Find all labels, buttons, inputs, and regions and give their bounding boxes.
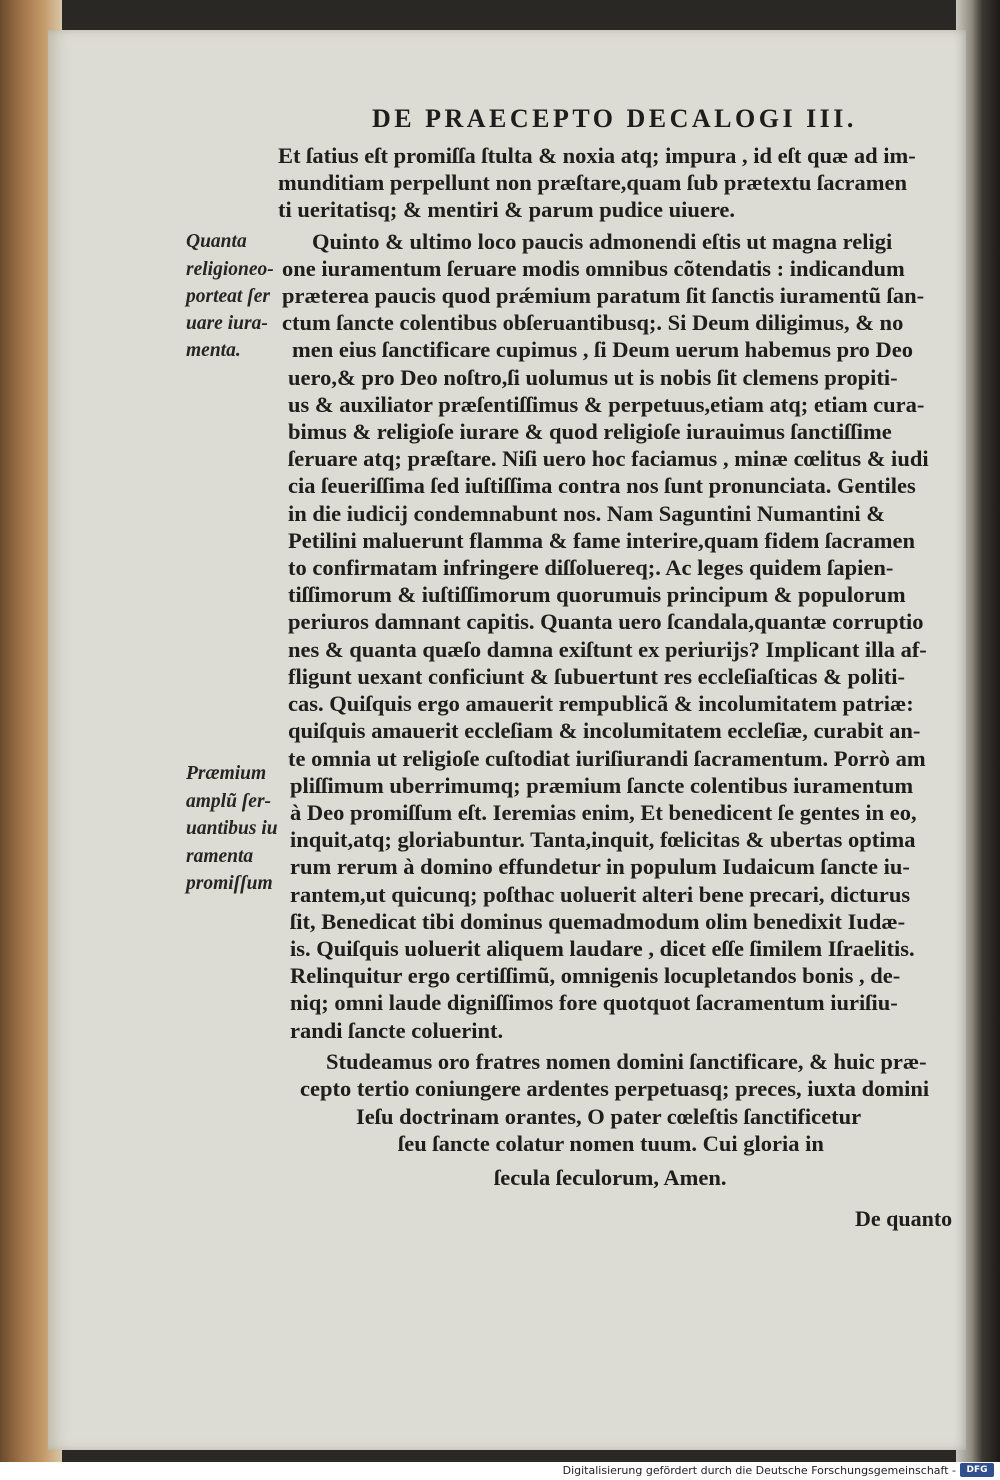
body-line: cia ſeueriſſima ſed iuſtiſſima contra nos ſunt pronunciata. Gentiles xyxy=(288,473,916,498)
margin-note-line: religioneo- xyxy=(186,259,274,280)
body-line: ctum ſancte colentibus obſeruantibusq;. Si Deum diligimus, & no xyxy=(282,310,904,335)
margin-note-line: menta. xyxy=(186,340,241,361)
body-line: us & auxiliator præſentiſſimus & perpetuus,etiam atq; etiam cura- xyxy=(288,392,925,417)
body-line: uero,& pro Deo noſtro,ſi uolumus ut is nobis ſit clemens propiti- xyxy=(288,365,898,390)
body-line: men eius ſanctificare cupimus , ſi Deum uerum habemus pro Deo xyxy=(292,337,914,362)
body-line: cepto tertio coniungere ardentes perpetuasq; preces, iuxta domini xyxy=(300,1076,930,1101)
body-line: ſeruare atq; præſtare. Niſi uero hoc faciamus , minæ cœlitus & iudi xyxy=(288,446,929,471)
body-line: is. Quiſquis uoluerit aliquem laudare , dicet eſſe ſimilem Iſraelitis. xyxy=(290,936,915,961)
body-line: in die iudicij condemnabunt nos. Nam Saguntini Numantini & xyxy=(288,501,886,526)
footer-credit: Digitalisierung gefördert durch die Deutsche Forschungsgemeinschaft - xyxy=(562,1464,956,1477)
margin-note-line: promiſſum xyxy=(186,873,273,894)
body-line: Ieſu doctrinam orantes, O pater cœleſtis ſanctificetur xyxy=(356,1104,862,1129)
body-line: munditiam perpellunt non præſtare,quam ſub prætextu ſacramen xyxy=(278,170,907,195)
body-line: quiſquis amauerit eccleſiam & incolumitatem eccleſiæ, curabit an- xyxy=(288,718,921,743)
body-line: tiſſimorum & iuſtiſſimorum quorumuis principum & populorum xyxy=(288,582,906,607)
body-line: Et ſatius eſt promiſſa ſtulta & noxia atq; impura , id eſt quæ ad im- xyxy=(278,143,916,168)
body-line: cas. Quiſquis ergo amauerit rempublicã & incolumitatem patriæ: xyxy=(288,691,914,716)
body-line: fligunt uexant conficiunt & ſubuertunt res eccleſiaſticas & politi- xyxy=(288,664,906,689)
body-line: rantem,ut quicunq; poſthac uoluerit alteri bene precari, dicturus xyxy=(290,882,911,907)
body-line: ti ueritatisq; & mentiri & parum pudice uiuere. xyxy=(278,197,736,222)
body-line: one iuramentum ſeruare modis omnibus cõtendatis : indicandum xyxy=(282,256,905,281)
body-line: Relinquitur ergo certiſſimũ, omnigenis locupletandos bonis , de- xyxy=(290,963,901,988)
margin-note-line: uare iura- xyxy=(186,313,268,334)
body-line: Petilini maluerunt flamma & fame interire,quam fidem ſacramen xyxy=(288,528,915,553)
body-line: præterea paucis quod prǽmium paratum ſit ſanctis iuramentũ ſan- xyxy=(282,283,925,308)
margin-note-line: Quanta xyxy=(186,231,247,252)
body-line: Studeamus oro fratres nomen domini ſanctificare, & huic præ- xyxy=(326,1049,927,1074)
body-line: ſit, Benedicat tibi dominus quemadmodum olim benedixit Iudæ- xyxy=(290,909,906,934)
body-line: te omnia ut religioſe cuſtodiat iuriſiurandi ſacramentum. Porrò am xyxy=(288,746,926,771)
body-line: ſeu ſancte colatur nomen tuum. Cui gloria in xyxy=(398,1131,824,1156)
running-head: DE PRAECEPTO DECALOGI III. xyxy=(372,104,857,133)
body-line: rum rerum à domino effundetur in populum Iudaicum ſancte iu- xyxy=(290,854,910,879)
margin-note-line: amplũ ſer- xyxy=(186,791,272,812)
margin-note-line: porteat ſer xyxy=(186,286,270,307)
body-line: randi ſancte coluerint. xyxy=(290,1018,504,1043)
dfg-logo: DFG xyxy=(960,1463,994,1477)
body-line: inquit,atq; gloriabuntur. Tanta,inquit, fœlicitas & ubertas optima xyxy=(290,827,916,852)
body-line: bimus & religioſe iurare & quod religioſe iurauimus ſanctiſſime xyxy=(288,419,892,444)
margin-note-line: ramenta xyxy=(186,846,254,867)
margin-note-line: uantibus iu xyxy=(186,818,278,839)
body-line: nes & quanta quæſo damna exiſtunt ex periurijs? Implicant illa af- xyxy=(288,637,927,662)
body-line: Quinto & ultimo loco paucis admonendi eſtis ut magna religi xyxy=(312,229,893,254)
body-line: ſecula ſeculorum, Amen. xyxy=(494,1165,727,1190)
body-line: pliſſimum uberrimumq; præmium ſancte colentibus iuramentum xyxy=(290,773,914,798)
body-line: à Deo promiſſum eſt. Ieremias enim, Et benedicent ſe gentes in eo, xyxy=(290,800,917,825)
margin-note-line: Præmium xyxy=(186,763,267,784)
body-line: to confirmatam infringere diſſoluereq;. Ac leges quidem ſapien- xyxy=(288,555,894,580)
body-line: periuros damnant capitis. Quanta uero ſcandala,quantæ corruptio xyxy=(288,609,924,634)
body-line: niq; omni laude digniſſimos fore quotquot ſacramentum iuriſiu- xyxy=(290,990,898,1015)
catchword: De quanto xyxy=(855,1206,953,1231)
